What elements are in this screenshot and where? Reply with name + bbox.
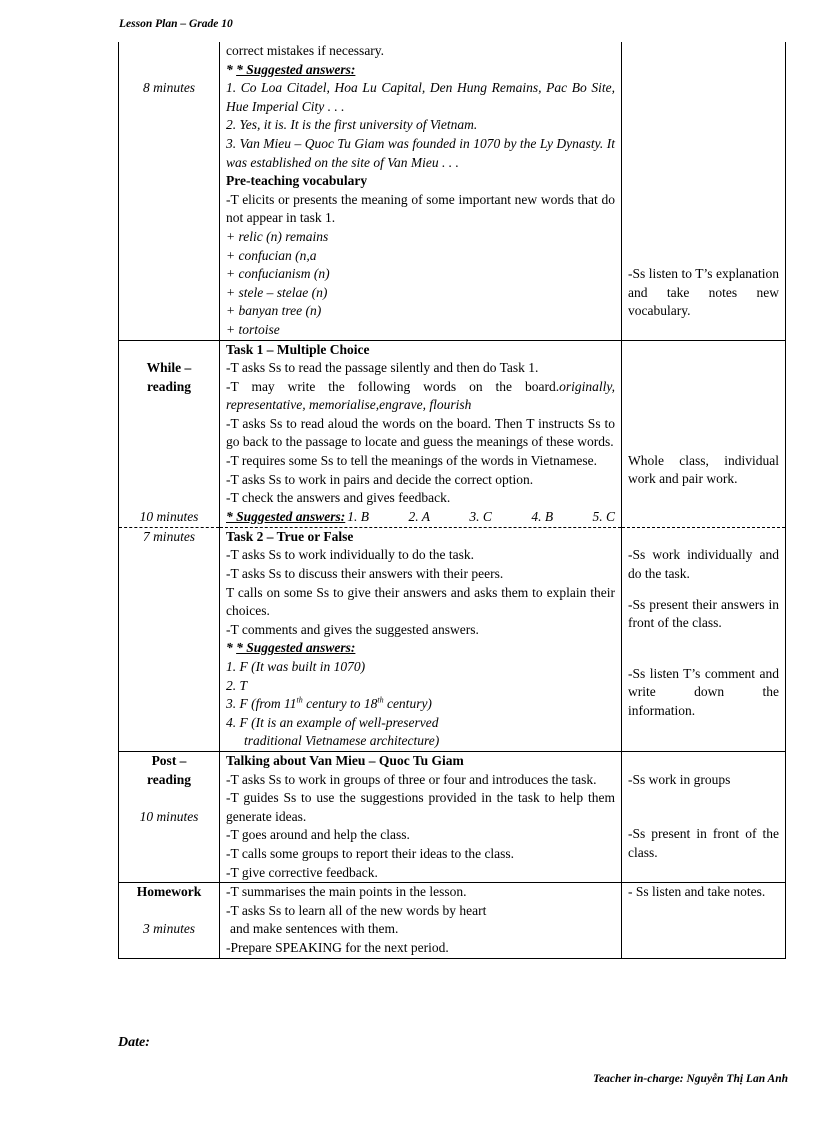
answer-item: 3. F (from 11th century to 18th century) bbox=[226, 695, 432, 712]
activity-cell: correct mistakes if necessary. * * Suggested answers: 1. Co Loa Citadel, Hoa Lu Capital, Den Hung Remains, Pac Bo Site, Hue Imperial City . . . 2. Yes, it is. It is the first university of Vietnam. 3. Van Mieu – Quoc Tu Giam was founded in 1070 by the Ly Dynasty. It was established on the site of Van Mieu . . . Pre-teaching vocabulary -T elicits or presents the meaning of some important new words that do not appear in task 1. + relic (n) remains + confucian (n,a + confucianism (n) + stele – stelae (n) + banyan tree (n) + tortoise bbox=[220, 42, 622, 340]
table-row bbox=[119, 527, 786, 751]
section-heading: Pre-teaching vocabulary bbox=[226, 173, 368, 189]
answer-item: traditional Vietnamese architecture) bbox=[244, 733, 440, 749]
stage-cell bbox=[119, 340, 220, 527]
text-line: -Ss present in front of the class. bbox=[628, 826, 779, 860]
text-line: -T asks Ss to discuss their answers with their peers. bbox=[226, 566, 504, 582]
vocab-item: + relic (n) remains bbox=[226, 228, 329, 244]
word-list: originally, representative, memorialise,engrave, flourish bbox=[226, 378, 615, 413]
page-header: Lesson Plan – Grade 10 bbox=[119, 18, 233, 30]
answer-item: 4. F (It is an example of well-preserved bbox=[226, 714, 439, 730]
teacher-signature: Teacher in-charge: Nguyễn Thị Lan Anh bbox=[593, 1073, 788, 1085]
text-line: -T requires some Ss to tell the meanings of the words in Vietnamese. bbox=[226, 453, 597, 469]
suggested-answers-label: * Suggested answers: bbox=[236, 61, 356, 77]
answer-item: 3. C bbox=[469, 508, 492, 524]
text-line: -Ss work individually and do the task. bbox=[628, 547, 779, 582]
text-line: -T check the answers and gives feedback. bbox=[226, 490, 451, 506]
text-line: -T goes around and help the class. bbox=[226, 827, 410, 843]
text-line: -T guides Ss to use the suggestions provided in the task to help them generate ideas. bbox=[226, 790, 615, 824]
time-label: 3 minutes bbox=[142, 921, 196, 937]
text-line: -T asks Ss to work individually to do the task. bbox=[226, 547, 474, 563]
students-cell bbox=[622, 883, 786, 958]
lesson-plan-table bbox=[118, 42, 786, 959]
vocab-item: + tortoise bbox=[226, 321, 280, 337]
time-label: 10 minutes bbox=[139, 509, 199, 525]
activity-cell bbox=[220, 340, 622, 527]
vocab-item: + banyan tree (n) bbox=[226, 303, 322, 319]
text-line: -T asks Ss to work in groups of three or four and introduces the task. bbox=[226, 771, 597, 787]
vocab-item: + stele – stelae (n) bbox=[226, 284, 328, 300]
students-cell bbox=[622, 527, 786, 751]
text-line: and make sentences with them. bbox=[230, 921, 399, 937]
vocab-item: + confucian (n,a bbox=[226, 247, 317, 263]
text-line: -T give corrective feedback. bbox=[226, 864, 378, 880]
text-line: -T elicits or presents the meaning of some important new words that do not appear in task 1. bbox=[226, 191, 615, 226]
text-line: -T summarises the main points in the lesson. bbox=[226, 884, 467, 900]
stage-label: Post – reading bbox=[146, 753, 191, 787]
text-line: 3. Van Mieu – Quoc Tu Giam was founded in 1070 by the Ly Dynasty. It was established on the site of Van Mieu . . . bbox=[226, 135, 615, 170]
activity-cell: Task 2 – True or False -T asks Ss to work individually to do the task. -T asks Ss to discuss their answers with their peers. T calls on some Ss to give their answers and asks them to explain their choices. -T comments and gives the suggested answers. * * Suggested answers: 1. F (It was built in 1070) 2. T 3. F (from 11th century to 18th century) 4. F (It is an example of well-preserved traditional Vietnamese architecture) bbox=[220, 527, 622, 751]
text-line: -T comments and gives the suggested answers. bbox=[226, 621, 479, 637]
text-line: correct mistakes if necessary. bbox=[226, 43, 385, 58]
table-row bbox=[119, 752, 786, 883]
stage-cell bbox=[119, 883, 220, 958]
text-line: -T asks Ss to read the passage silently and then do Task 1. bbox=[226, 360, 539, 376]
answer-item: 2. A bbox=[408, 508, 430, 524]
text-line: - Ss listen and take notes. bbox=[628, 884, 766, 900]
task-title: Task 2 – True or False bbox=[226, 528, 354, 544]
answer-item: 5. C bbox=[592, 508, 615, 524]
text-line: T calls on some Ss to give their answers and asks them to explain their choices. bbox=[226, 584, 615, 619]
text-line: -T asks Ss to read aloud the words on the board. Then T instructs Ss to go back to the passage to locate and guess the meanings of these words. bbox=[226, 415, 615, 450]
text-line: -T asks Ss to work in pairs and decide the correct option. bbox=[226, 471, 534, 487]
table-row bbox=[119, 883, 786, 958]
stage-cell bbox=[119, 752, 220, 883]
text-line: Whole class, individual work and pair work. bbox=[628, 452, 779, 487]
text-line: -T calls some groups to report their ideas to the class. bbox=[226, 845, 515, 861]
text-line: -Ss listen T’s comment and write down the information. bbox=[628, 665, 779, 719]
stage-label: Homework bbox=[136, 884, 202, 900]
text-line: -Ss present their answers in front of the class. bbox=[628, 596, 779, 631]
text-line: 1. Co Loa Citadel, Hoa Lu Capital, Den Hung Remains, Pac Bo Site, Hue Imperial City . . . bbox=[226, 80, 615, 114]
students-cell bbox=[622, 752, 786, 883]
stage-label: While – reading bbox=[146, 360, 192, 394]
answer-item: 2. T bbox=[226, 677, 248, 693]
table-row bbox=[119, 340, 786, 527]
text-line: -T may write the following words on the board. bbox=[226, 378, 560, 394]
text-line: -Ss listen to T’s explanation and take notes new vocabulary. bbox=[628, 266, 779, 319]
activity-cell bbox=[220, 752, 622, 883]
students-cell bbox=[622, 42, 786, 340]
time-label: 8 minutes bbox=[142, 80, 196, 96]
answer-item: 1. B bbox=[347, 508, 370, 524]
vocab-item: + confucianism (n) bbox=[226, 266, 330, 282]
table-row bbox=[119, 42, 786, 340]
suggested-answers-label: * Suggested answers: bbox=[236, 640, 356, 656]
answer-item: 1. F (It was built in 1070) bbox=[226, 659, 366, 675]
stage-cell bbox=[119, 527, 220, 751]
text-line: -Ss work in groups bbox=[628, 771, 731, 787]
students-cell bbox=[622, 340, 786, 527]
time-label: 10 minutes bbox=[139, 808, 199, 824]
time-label: 7 minutes bbox=[142, 528, 196, 544]
text-line: -Prepare SPEAKING for the next period. bbox=[226, 939, 449, 955]
task-title: Task 1 – Multiple Choice bbox=[226, 341, 370, 357]
activity-cell bbox=[220, 883, 622, 958]
stage-cell bbox=[119, 42, 220, 340]
text-line: -T asks Ss to learn all of the new words by heart bbox=[226, 902, 487, 918]
task-title: Talking about Van Mieu – Quoc Tu Giam bbox=[226, 753, 464, 768]
text-line: 2. Yes, it is. It is the first university of Vietnam. bbox=[226, 117, 478, 133]
date-label: Date: bbox=[118, 1035, 150, 1050]
suggested-answers-label: * Suggested answers: bbox=[226, 508, 346, 524]
answer-item: 4. B bbox=[531, 508, 554, 524]
